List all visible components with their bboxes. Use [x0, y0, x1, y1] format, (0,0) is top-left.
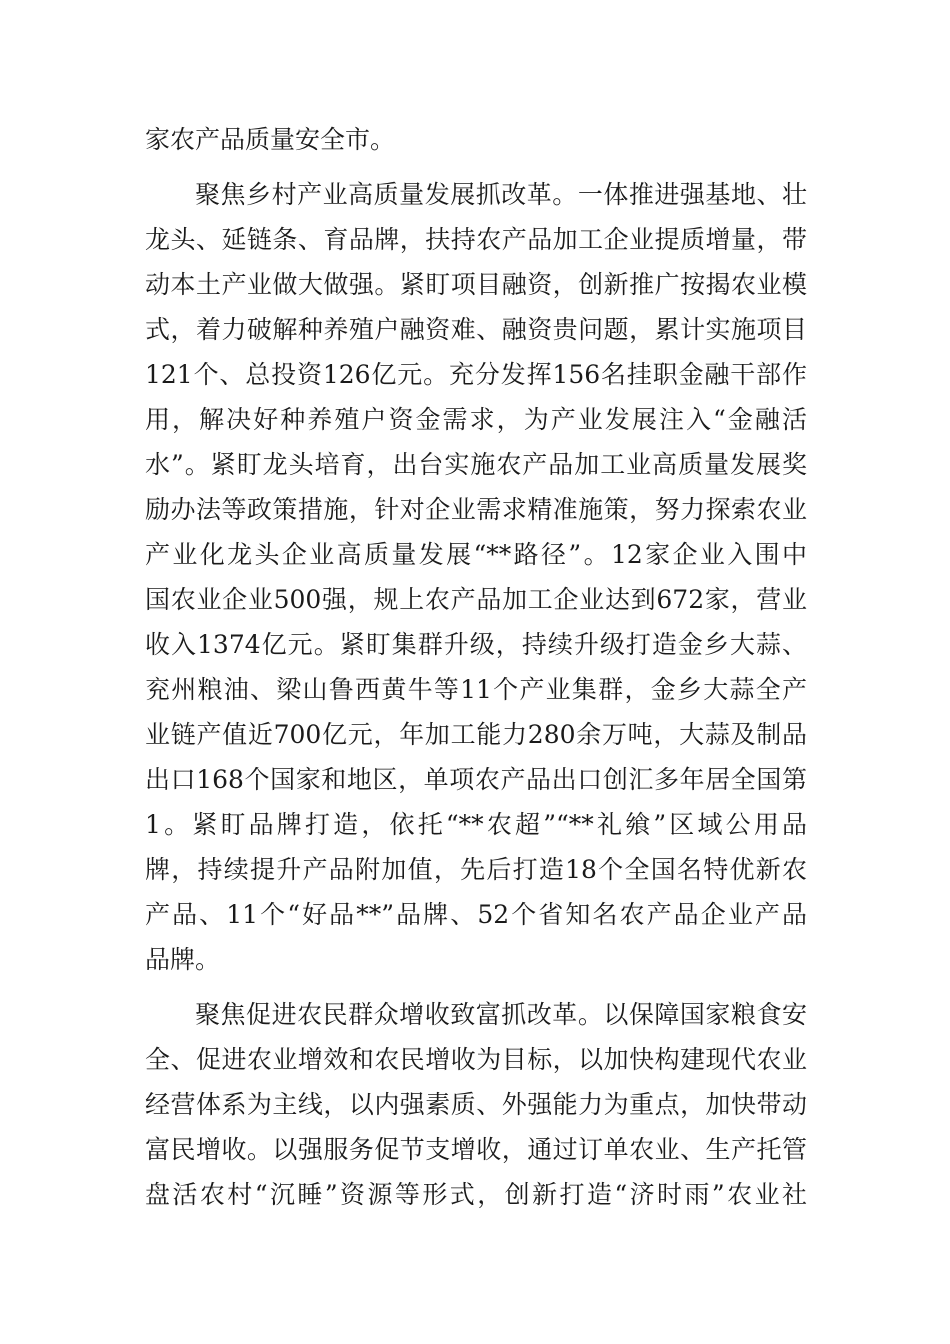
text-line: 产业化龙头企业高质量发展“**路径”。12家企业入围中	[145, 540, 807, 569]
paragraph-2	[145, 172, 807, 982]
text-line: 出口168个国家和地区，单项农产品出口创汇多年居全国第	[145, 765, 807, 794]
text-line: 聚焦促进农民群众增收致富抓改革。以保障国家粮食安	[195, 1000, 807, 1029]
text-line: 家农产品质量安全市。	[145, 125, 396, 154]
text-line: 兖州粮油、梁山鲁西黄牛等11个产业集群，金乡大蒜全产	[145, 675, 807, 704]
text-line: 式，着力破解种养殖户融资难、融资贵问题，累计实施项目	[145, 315, 807, 344]
text-line: 牌，持续提升产品附加值，先后打造18个全国名特优新农	[145, 855, 807, 884]
text-line: 励办法等政策措施，针对企业需求精准施策，努力探索农业	[145, 495, 807, 524]
text-line: 龙头、延链条、育品牌，扶持农产品加工企业提质增量，带	[145, 225, 807, 254]
text-line: 水”。紧盯龙头培育，出台实施农产品加工业高质量发展奖	[145, 450, 807, 479]
text-line: 业链产值近700亿元，年加工能力280余万吨，大蒜及制品	[145, 720, 807, 749]
text-line: 1。紧盯品牌打造，依托“**农超”“**礼飨”区域公用品	[145, 810, 807, 839]
text-line: 收入1374亿元。紧盯集群升级，持续升级打造金乡大蒜、	[145, 630, 807, 659]
text-line: 国农业企业500强，规上农产品加工企业达到672家，营业	[145, 585, 807, 614]
text-line: 经营体系为主线，以内强素质、外强能力为重点，加快带动	[145, 1090, 807, 1119]
text-line: 盘活农村“沉睡”资源等形式，创新打造“济时雨”农业社	[145, 1180, 807, 1209]
text-line: 聚焦乡村产业高质量发展抓改革。一体推进强基地、壮	[195, 180, 807, 209]
text-line: 富民增收。以强服务促节支增收，通过订单农业、生产托管	[145, 1135, 807, 1164]
paragraph-3	[145, 992, 807, 1217]
paragraph-1	[145, 117, 807, 162]
text-line: 用，解决好种养殖户资金需求，为产业发展注入“金融活	[145, 405, 807, 434]
text-line: 全、促进农业增效和农民增收为目标，以加快构建现代农业	[145, 1045, 807, 1074]
text-line: 动本土产业做大做强。紧盯项目融资，创新推广按揭农业模	[145, 270, 807, 299]
text-line: 产品、11个“好品**”品牌、52个省知名农产品企业产品	[145, 900, 807, 929]
text-line: 121个、总投资126亿元。充分发挥156名挂职金融干部作	[145, 360, 807, 389]
text-line: 品牌。	[145, 945, 221, 974]
document-body	[145, 117, 807, 1217]
